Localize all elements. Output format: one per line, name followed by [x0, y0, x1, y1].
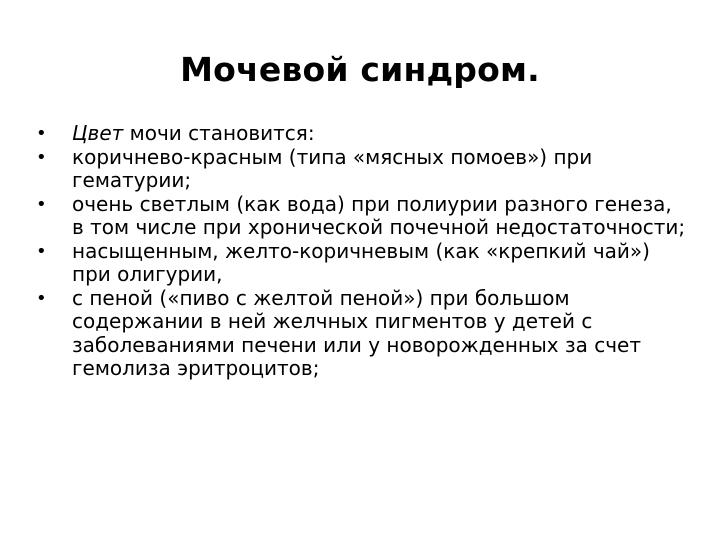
- bullet-item-intro: [36, 122, 686, 146]
- bullet-marker: •: [36, 287, 47, 309]
- bullet-text: коричнево-красным (типа «мясных помоев») при гематурии;: [72, 144, 593, 192]
- bullet-item: [36, 240, 686, 287]
- bullet-lead: Цвет: [72, 121, 124, 145]
- slide-title: Мочевой синдром.: [180, 50, 540, 89]
- bullet-marker: •: [36, 193, 47, 215]
- bullet-marker: •: [36, 240, 47, 262]
- bullet-text: с пеной («пиво с желтой пеной») при большом содержании в ней желчных пигментов у детей с заболеваниями печени или у новорожденных за счет гемолиза эритроцитов;: [72, 285, 641, 380]
- bullet-marker: •: [36, 123, 47, 144]
- bullet-item: [36, 193, 686, 240]
- bullet-list: [36, 122, 686, 381]
- bullet-text: очень светлым (как вода) при полиурии разного генеза, в том числе при хронической почечной недостаточности;: [72, 191, 686, 239]
- bullet-item: [36, 146, 686, 193]
- bullet-text: насыщенным, желто-коричневым (как «крепкий чай») при олигурии,: [72, 238, 650, 286]
- bullet-item: [36, 287, 686, 381]
- bullet-text: мочи становится:: [123, 121, 315, 145]
- bullet-marker: •: [36, 146, 47, 168]
